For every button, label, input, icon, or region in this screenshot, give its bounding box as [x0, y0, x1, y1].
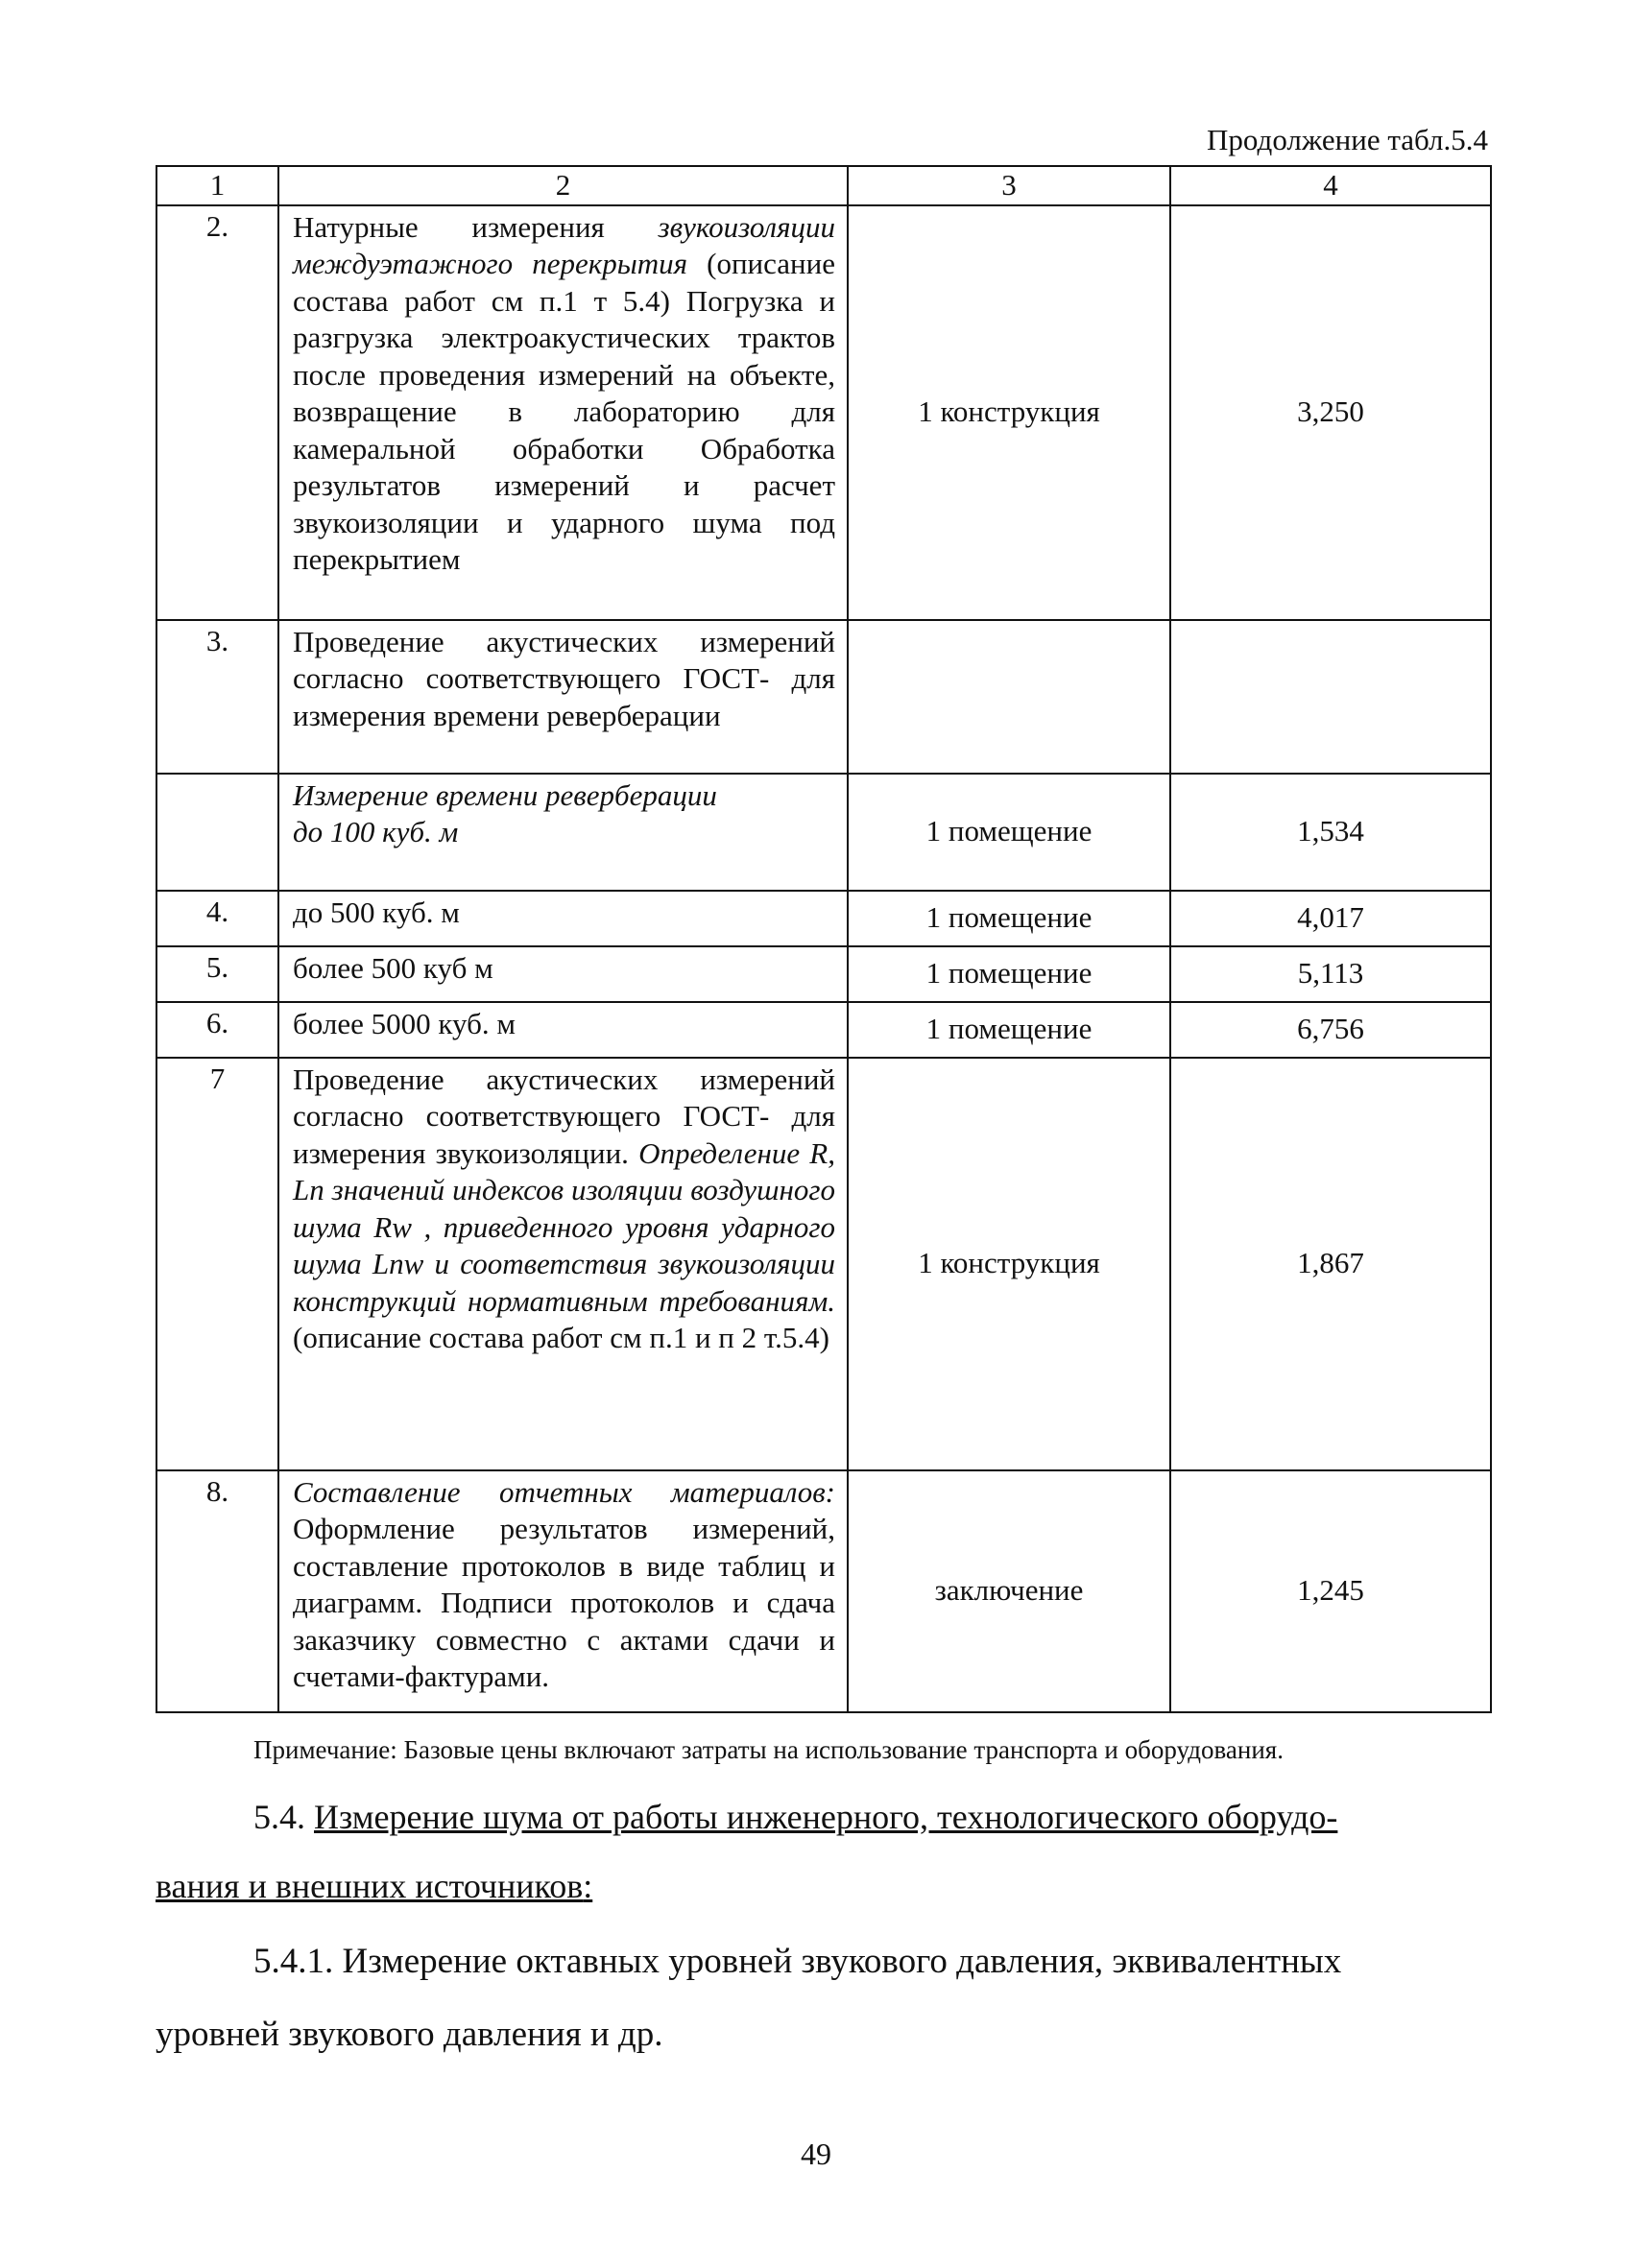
header-col-3: 3 [848, 166, 1170, 205]
subsection-line: уровней звукового давления и др. [156, 2015, 663, 2054]
row-value: 1,534 [1170, 774, 1491, 891]
desc-part: Оформление результатов измерений, составление протоколов в виде таблиц и диаграмм. Подписи протоколов и сдача заказчику совместно с актами сдачи и счетами-фактурами. [293, 1512, 835, 1693]
row-unit [848, 620, 1170, 774]
desc-part-italic: Определение R, Ln значений индексов изоляции воздушного шума Rw , приведенного уровня ударного шума Lnw и соответствия звукоизоляции конструкций нормативным требованиям. [293, 1135, 835, 1318]
row-number: 7 [156, 1058, 278, 1470]
row-description: до 500 куб. м [278, 891, 848, 946]
row-description: Проведение акустических измерений согласно соответствующего ГОСТ- для измерения времени реверберации [278, 620, 848, 774]
row-value: 6,756 [1170, 1002, 1491, 1058]
row-unit: 1 помещение [848, 1002, 1170, 1058]
price-table [156, 165, 1492, 1713]
row-description: более 500 куб м [278, 946, 848, 1002]
table-row [156, 620, 1491, 774]
subsection-line: 5.4.1. Измерение октавных уровней звукового давления, эквивалентных [253, 1942, 1342, 1981]
row-number: 2. [156, 205, 278, 620]
row-number: 5. [156, 946, 278, 1002]
row-description [278, 205, 848, 620]
table-caption: Продолжение табл.5.4 [1207, 123, 1488, 156]
row-unit: 1 конструкция [848, 1058, 1170, 1470]
row-value: 3,250 [1170, 205, 1491, 620]
table-row [156, 774, 1491, 891]
page-number: 49 [801, 2137, 831, 2171]
desc-part: Проведение акустических измерений согласно соответствующего ГОСТ- для измерения звукоизоляции. [293, 1062, 835, 1170]
row-number [156, 774, 278, 891]
table-row [156, 946, 1491, 1002]
section-title-end: : [583, 1867, 593, 1905]
row-description [278, 774, 848, 891]
row-description: более 5000 куб. м [278, 1002, 848, 1058]
desc-part: Натурные измерения [293, 209, 659, 244]
row-number: 8. [156, 1470, 278, 1712]
table-row [156, 205, 1491, 620]
row-value: 1,867 [1170, 1058, 1491, 1470]
table-note: Примечание: Базовые цены включают затраты на использование транспорта и оборудования. [253, 1735, 1284, 1764]
row-unit: заключение [848, 1470, 1170, 1712]
desc-part-italic: звукоизоляции междуэтажного перекрытия [293, 209, 835, 280]
row-value: 4,017 [1170, 891, 1491, 946]
table-row [156, 1058, 1491, 1470]
row-unit: 1 помещение [848, 946, 1170, 1002]
header-col-4: 4 [1170, 166, 1491, 205]
section-heading-cont [156, 1866, 592, 1906]
header-col-2: 2 [278, 166, 848, 205]
desc-part: (описание состава работ см п.1 т 5.4) Погрузка и разгрузка электроакустических трактов после проведения измерений на объекте, возвращение в лабораторию для камеральной обработки Обработка результатов измерений и расчет звукоизоляции и ударного шума под перекрытием [293, 247, 835, 576]
desc-line: до 100 куб. м [293, 815, 459, 848]
desc-part-italic: Составление отчетных материалов: [293, 1474, 835, 1509]
row-value [1170, 620, 1491, 774]
section-heading [253, 1797, 1337, 1837]
row-description [278, 1058, 848, 1470]
row-number: 6. [156, 1002, 278, 1058]
table-header-row [156, 166, 1491, 205]
row-unit: 1 конструкция [848, 205, 1170, 620]
row-number: 4. [156, 891, 278, 946]
desc-line: Измерение времени реверберации [293, 777, 717, 812]
row-description [278, 1470, 848, 1712]
table-row [156, 1002, 1491, 1058]
section-title-line: Измерение шума от работы инженерного, технологического оборудо- [314, 1798, 1338, 1836]
desc-part: (описание состава работ см п.1 и п 2 т.5.4) [293, 1321, 829, 1354]
row-unit: 1 помещение [848, 774, 1170, 891]
header-col-1: 1 [156, 166, 278, 205]
section-title-line: вания и внешних источников [156, 1867, 584, 1905]
row-value: 5,113 [1170, 946, 1491, 1002]
table-row [156, 1470, 1491, 1712]
row-value: 1,245 [1170, 1470, 1491, 1712]
table-row [156, 891, 1491, 946]
row-number: 3. [156, 620, 278, 774]
section-number: 5.4. [253, 1798, 305, 1836]
row-unit: 1 помещение [848, 891, 1170, 946]
